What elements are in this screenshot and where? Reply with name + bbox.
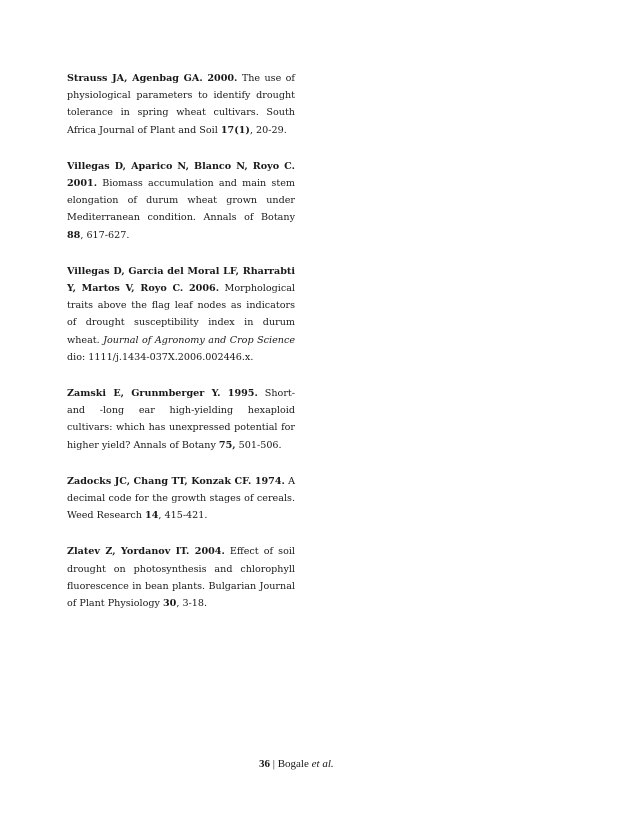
reference-authors: Zadocks JC, Chang TT, Konzak CF. 1974. bbox=[67, 475, 285, 487]
page-number: 36 bbox=[259, 758, 270, 770]
reference-pages: , 3-18. bbox=[176, 598, 208, 610]
reference-entry bbox=[67, 385, 295, 454]
reference-text: A decimal code for the growth stages of cereals. Weed Research bbox=[67, 475, 295, 522]
reference-pages: , 20-29. bbox=[249, 124, 287, 136]
reference-authors: Villegas D, Garcia del Moral LF, Rharrabti Y, Martos V, Royo C. 2006. bbox=[67, 265, 295, 295]
reference-journal: Journal of Agronomy and Crop Science bbox=[103, 334, 295, 346]
reference-volume: 30 bbox=[162, 598, 177, 610]
reference-authors: Strauss JA, Agenbag GA. 2000. bbox=[67, 73, 238, 84]
reference-volume: 75, bbox=[218, 439, 236, 451]
reference-volume: 88 bbox=[67, 229, 81, 241]
reference-entry bbox=[67, 70, 295, 139]
reference-entry bbox=[67, 473, 295, 525]
reference-entry bbox=[67, 263, 295, 366]
reference-pages: , 415-421. bbox=[158, 510, 208, 522]
reference-text: The use of physiological parameters to identify drought tolerance in spring wheat cultivars. South Africa Journal of Plant and Soil bbox=[67, 73, 295, 136]
reference-text: Effect of soil drought on photosynthesis and chlorophyll fluorescence in bean plants. Bulgarian Journal of Plant Physiology bbox=[67, 546, 295, 610]
reference-text: Morphological traits above the flag leaf nodes as indicators of drought susceptibility index in durum wheat. bbox=[67, 283, 296, 346]
reference-authors: Zamski E, Grunmberger Y. 1995. bbox=[67, 388, 258, 400]
footer-separator: | bbox=[270, 758, 278, 770]
reference-authors: Zlatev Z, Yordanov IT. 2004. bbox=[67, 546, 225, 558]
reference-doi: dio: 1111/j.1434-037X.2006.002446.x. bbox=[67, 351, 254, 363]
reference-volume: 17(1) bbox=[220, 124, 250, 136]
reference-pages: , 617-627. bbox=[80, 229, 130, 241]
reference-volume: 14 bbox=[145, 510, 159, 522]
reference-entry bbox=[67, 543, 295, 612]
reference-list bbox=[67, 70, 295, 631]
reference-authors: Villegas D, Aparico N, Blanco N, Royo C. 2001. bbox=[67, 160, 295, 190]
footer-authors: Bogale bbox=[277, 758, 312, 770]
reference-text: Short- and -long ear high-yielding hexaploid cultivars: which has unexpressed potential for higher yield? Annals of Botany bbox=[67, 388, 296, 451]
reference-pages: 501-506. bbox=[235, 439, 282, 451]
reference-text: Biomass accumulation and main stem elongation of durum wheat grown under Mediterranean condition. Annals of Botany bbox=[67, 178, 295, 224]
reference-entry bbox=[67, 158, 295, 244]
page-footer bbox=[259, 758, 334, 770]
footer-etal: et al. bbox=[311, 758, 334, 770]
